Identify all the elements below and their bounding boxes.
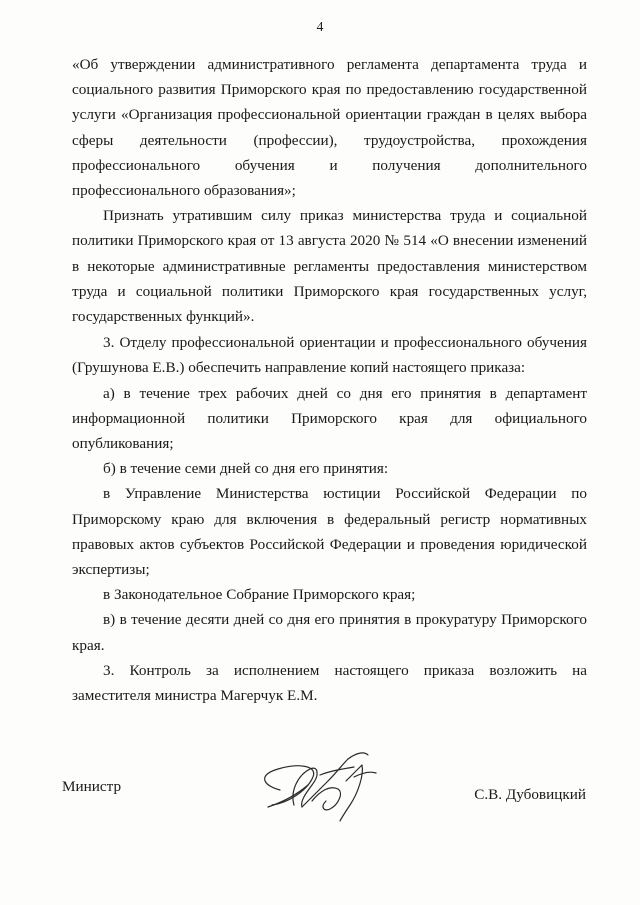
paragraph-control: 3. Контроль за исполнением настоящего приказа возложить на заместителя министра Магерчук Е.М. <box>72 661 587 705</box>
page-number: 4 <box>316 19 324 34</box>
paragraph-justice-ministry: в Управление Министерства юстиции Российской Федерации по Приморскому краю для включения в федеральный регистр нормативных правовых актов субъектов Российской Федерации и проведения юридической экспертизы; <box>72 485 587 579</box>
handwritten-signature <box>250 745 400 830</box>
paragraph-subitem-a: а) в течение трех рабочих дней со дня его принятия в департамент информационной политики Приморского края для официального опубликования; <box>72 384 587 453</box>
signature-block <box>60 745 590 840</box>
paragraph-legislative-assembly: в Законодательное Собрание Приморского края; <box>103 586 416 604</box>
paragraph-subitem-v: в) в течение десяти дней со дня его принятия в прокуратуру Приморского края. <box>72 611 587 654</box>
signatory-position: Министр <box>62 778 122 795</box>
paragraph-subitem-b: б) в течение семи дней со дня его принятия: <box>103 460 389 478</box>
paragraph-repeal-order: Признать утратившим силу приказ министерства труда и социальной политики Приморского края от 13 августа 2020 № 514 «О внесении изменений в некоторые административные регламенты предоставления министерством труда и социальной политики Приморского края государственных услуг, государственных функций». <box>72 207 587 326</box>
paragraph-regulation-title: «Об утверждении административного регламента департамента труда и социального развития Приморского края по предоставлению государственной услуги «Организация профессиональной ориентации граждан в целях выбора сферы деятельности (профессии), трудоустройства, прохождения профессионального обучения и получения дополнительного профессионального образования»; <box>72 56 587 200</box>
signatory-name: С.В. Дубовицкий <box>474 786 586 803</box>
document-body <box>72 52 587 708</box>
paragraph-item-3-copies: 3. Отделу профессиональной ориентации и профессионального обучения (Грушунова Е.В.) обеспечить направление копий настоящего приказа: <box>72 334 587 377</box>
